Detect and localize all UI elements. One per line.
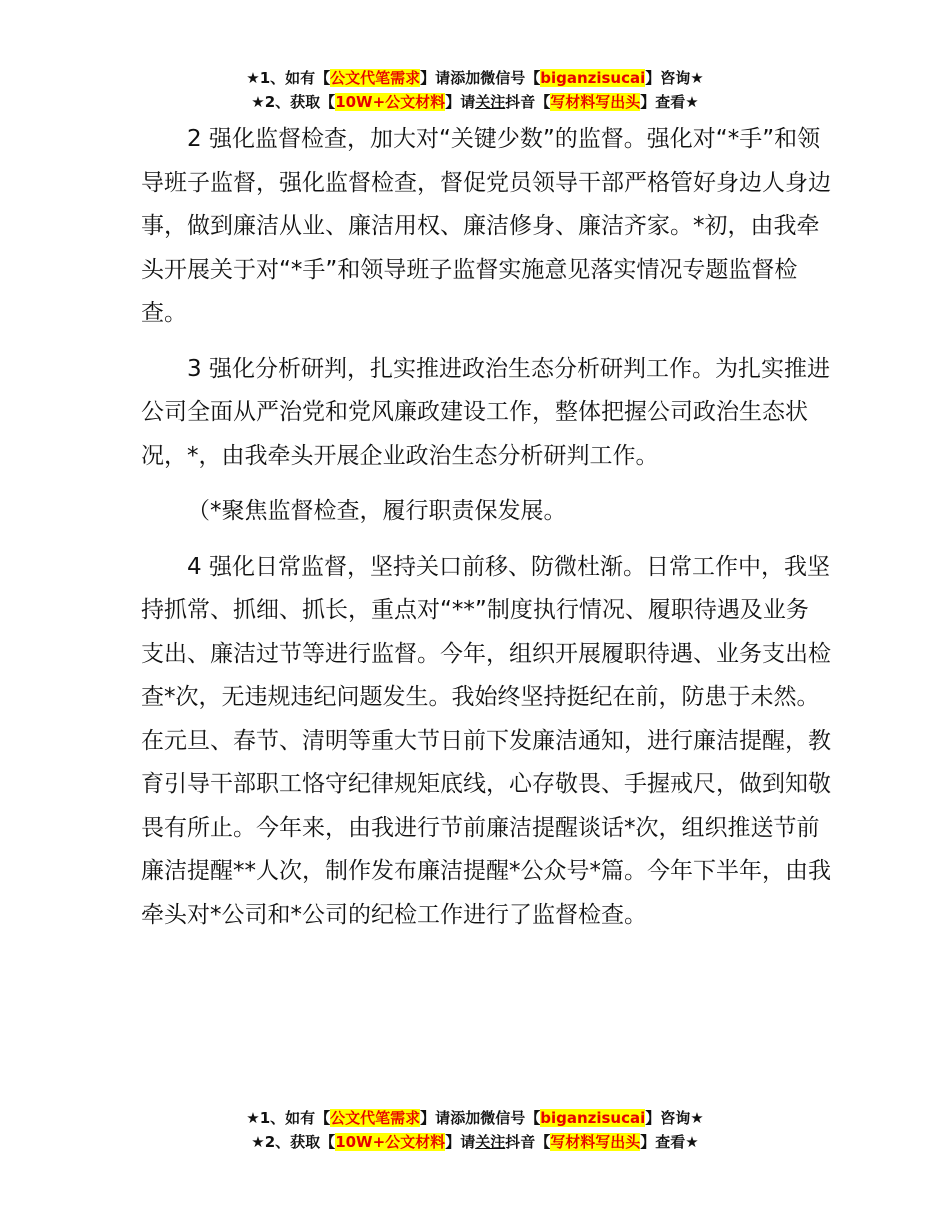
- highlight-wechat-id: biganzisucai: [540, 1109, 646, 1127]
- paragraph: （*聚焦监督检查，履行职责保发展。: [187, 498, 567, 524]
- highlight-douyin-id: 写材料写出头: [550, 93, 641, 111]
- banner-line-1: ★1、如有【公文代笔需求】请添加微信号【biganzisucai】咨询★: [246, 1109, 704, 1127]
- paragraph: 4 强化日常监督，坚持关口前移、防微杜渐。日常工作中，我坚持抓常、抓细、抓长，重点对“**”制度执行情况、履职待遇及业务支出、廉洁过节等进行监督。今年，组织开展履职待遇、业务支出检查*次，无违规违纪问题发生。我始终坚持挺纪在前，防患于未然。在元旦、春节、清明等重大节日前下发廉洁通知，进行廉洁提醒，教育引导干部职工恪守纪律规矩底线，心存敬畏、手握戒尺，做到知敬畏有所止。今年来，由我进行节前廉洁提醒谈话*次，组织推送节前廉洁提醒**人次，制作发布廉洁提醒*公众号*篇。今年下半年，由我牵头对*公司和*公司的纪检工作进行了监督检查。: [141, 553, 831, 928]
- highlight-materials: 10W+公文材料: [335, 93, 446, 111]
- footer-banner: [0, 1106, 950, 1154]
- banner-line-2: ★2、获取【10W+公文材料】请关注抖音【写材料写出头】查看★: [251, 93, 699, 111]
- paragraph: 2 强化监督检查，加大对“关键少数”的监督。强化对“*手”和领导班子监督，强化监督检查，督促党员领导干部严格管好身边人身边事，做到廉洁从业、廉洁用权、廉洁修身、廉洁齐家。*初，由我牵头开展关于对“*手”和领导班子监督实施意见落实情况专题监督检查。: [141, 126, 831, 326]
- highlight-douyin-id: 写材料写出头: [550, 1133, 641, 1151]
- header-banner: [0, 66, 950, 114]
- banner-line-2: ★2、获取【10W+公文材料】请关注抖音【写材料写出头】查看★: [251, 1133, 699, 1151]
- paragraph: 3 强化分析研判，扎实推进政治生态分析研判工作。为扎实推进公司全面从严治党和党风廉政建设工作，整体把握公司政治生态状况，*，由我牵头开展企业政治生态分析研判工作。: [141, 355, 830, 469]
- highlight-service: 公文代笔需求: [330, 69, 421, 87]
- banner-line-1: ★1、如有【公文代笔需求】请添加微信号【biganzisucai】咨询★: [246, 69, 704, 87]
- highlight-wechat-id: biganzisucai: [540, 69, 646, 87]
- document-body: [141, 118, 831, 937]
- highlight-materials: 10W+公文材料: [335, 1133, 446, 1151]
- highlight-service: 公文代笔需求: [330, 1109, 421, 1127]
